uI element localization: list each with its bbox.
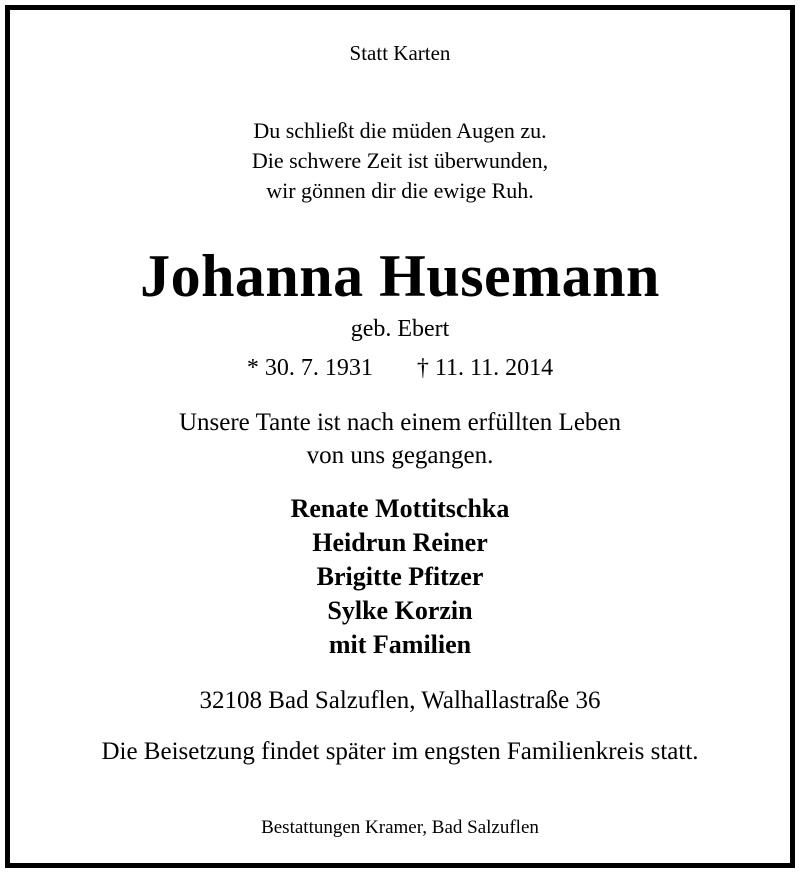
mourner-name: Heidrun Reiner — [312, 528, 488, 557]
funeral-note: Die Beisetzung findet später im engsten Familienkreis statt. — [101, 738, 699, 765]
mourner-families: mit Familien — [328, 630, 472, 659]
verse-line-1: Du schließt die müden Augen zu. — [253, 118, 547, 143]
birth-date: * 30. 7. 1931 — [246, 355, 373, 381]
life-dates — [0, 356, 800, 380]
mourner-name: Renate Mottitschka — [290, 494, 510, 523]
mourner-name: Brigitte Pfitzer — [316, 562, 484, 591]
death-date: † 11. 11. 2014 — [416, 355, 554, 381]
message-line-1: Unsere Tante ist nach einem erfüllten Leben — [178, 409, 622, 436]
message-line-2: von uns gegangen. — [306, 442, 494, 469]
deceased-name: Johanna Husemann — [140, 243, 660, 309]
verse-line-2: Die schwere Zeit ist überwunden, — [251, 148, 549, 173]
verse-line-3: wir gönnen dir die ewige Ruh. — [266, 178, 534, 203]
maiden-name: geb. Ebert — [350, 316, 450, 342]
mourner-name: Sylke Korzin — [327, 596, 473, 625]
header-statt-karten: Statt Karten — [349, 41, 451, 65]
address: 32108 Bad Salzuflen, Walhallastraße 36 — [199, 687, 601, 714]
undertaker: Bestattungen Kramer, Bad Salzuflen — [261, 817, 539, 838]
